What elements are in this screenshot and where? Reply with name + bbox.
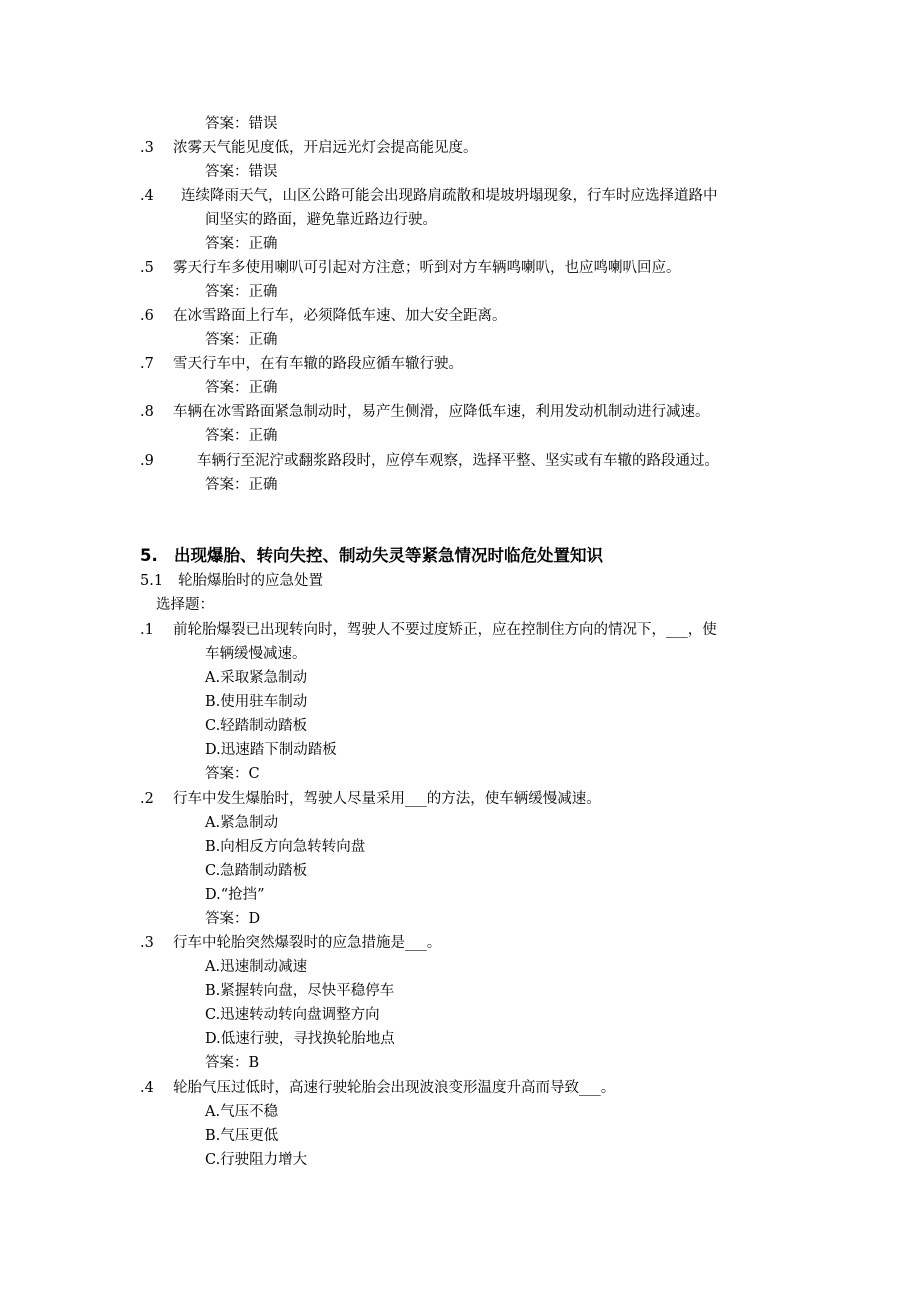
option-c: C.轻踏制动踏板 bbox=[205, 718, 308, 734]
answer-text: 答案：正确 bbox=[205, 236, 278, 252]
question-number: .5 bbox=[140, 260, 154, 276]
question-number: .2 bbox=[140, 791, 154, 807]
option-d: D.“抢挡” bbox=[205, 887, 265, 903]
answer-text: 答案：D bbox=[205, 911, 261, 927]
option-a: A.迅速制动减速 bbox=[205, 959, 308, 975]
answer-text: 答案：正确 bbox=[205, 477, 278, 493]
option-d: D.迅速踏下制动踏板 bbox=[205, 742, 337, 758]
answer-text: 答案：正确 bbox=[205, 428, 278, 444]
question-number: .9 bbox=[140, 453, 154, 469]
choice-label: 选择题： bbox=[156, 597, 214, 613]
option-c: C.迅速转动转向盘调整方向 bbox=[205, 1007, 380, 1023]
subsection-title: 轮胎爆胎时的应急处置 bbox=[178, 573, 323, 589]
option-b: B.气压更低 bbox=[205, 1128, 279, 1144]
question-text: 轮胎气压过低时，高速行驶轮胎会出现波浪变形温度升高而导致___。 bbox=[173, 1080, 616, 1096]
question-text: 行车中轮胎突然爆裂时的应急措施是___。 bbox=[173, 935, 442, 951]
question-number: .8 bbox=[140, 404, 154, 420]
option-b: B.使用驻车制动 bbox=[205, 694, 308, 710]
option-a: A.紧急制动 bbox=[205, 815, 279, 831]
question-number: .4 bbox=[140, 188, 154, 204]
question-text: 车辆行至泥泞或翻浆路段时，应停车观察，选择平整、坚实或有车辙的路段通过。 bbox=[197, 453, 719, 469]
answer-text: 答案：正确 bbox=[205, 380, 278, 396]
question-number: .7 bbox=[140, 356, 154, 372]
subsection-number: 5.1 bbox=[140, 573, 164, 589]
question-text: 雪天行车中，在有车辙的路段应循车辙行驶。 bbox=[173, 356, 463, 372]
question-text: 浓雾天气能见度低，开启远光灯会提高能见度。 bbox=[173, 140, 478, 156]
answer-text: 答案：B bbox=[205, 1055, 260, 1071]
question-text: 车辆在冰雪路面紧急制动时，易产生侧滑，应降低车速，利用发动机制动进行减速。 bbox=[173, 404, 710, 420]
option-a: A.采取紧急制动 bbox=[205, 670, 308, 686]
option-b: B.向相反方向急转转向盘 bbox=[205, 839, 366, 855]
answer-text: 答案：正确 bbox=[205, 284, 278, 300]
section-number: 5. bbox=[140, 546, 158, 565]
question-number: .4 bbox=[140, 1080, 154, 1096]
option-b: B.紧握转向盘，尽快平稳停车 bbox=[205, 983, 395, 999]
option-c: C.急踏制动踏板 bbox=[205, 863, 308, 879]
question-number: .6 bbox=[140, 308, 154, 324]
question-number: .3 bbox=[140, 935, 154, 951]
option-c: C.行驶阻力增大 bbox=[205, 1152, 308, 1168]
question-text: 行车中发生爆胎时，驾驶人尽量采用___的方法，使车辆缓慢减速。 bbox=[173, 791, 601, 807]
answer-text: 答案：正确 bbox=[205, 332, 278, 348]
option-d: D.低速行驶，寻找换轮胎地点 bbox=[205, 1031, 395, 1047]
question-text-continued: 车辆缓慢减速。 bbox=[205, 646, 307, 662]
question-text: 连续降雨天气，山区公路可能会出现路肩疏散和堤坡坍塌现象，行车时应选择道路中 bbox=[181, 188, 718, 204]
question-text: 雾天行车多使用喇叭可引起对方注意；听到对方车辆鸣喇叭，也应鸣喇叭回应。 bbox=[173, 260, 681, 276]
question-text: 前轮胎爆裂已出现转向时，驾驶人不要过度矫正，应在控制住方向的情况下，___，使 bbox=[173, 622, 717, 638]
option-a: A.气压不稳 bbox=[205, 1104, 279, 1120]
answer-text: 答案：C bbox=[205, 766, 260, 782]
question-number: .1 bbox=[140, 622, 154, 638]
question-text-continued: 间坚实的路面，避免靠近路边行驶。 bbox=[205, 212, 437, 228]
question-number: .3 bbox=[140, 140, 154, 156]
section-title: 出现爆胎、转向失控、制动失灵等紧急情况时临危处置知识 bbox=[174, 546, 603, 565]
answer-text: 答案：错误 bbox=[205, 116, 278, 132]
question-text: 在冰雪路面上行车，必须降低车速、加大安全距离。 bbox=[173, 308, 507, 324]
answer-text: 答案：错误 bbox=[205, 164, 278, 180]
